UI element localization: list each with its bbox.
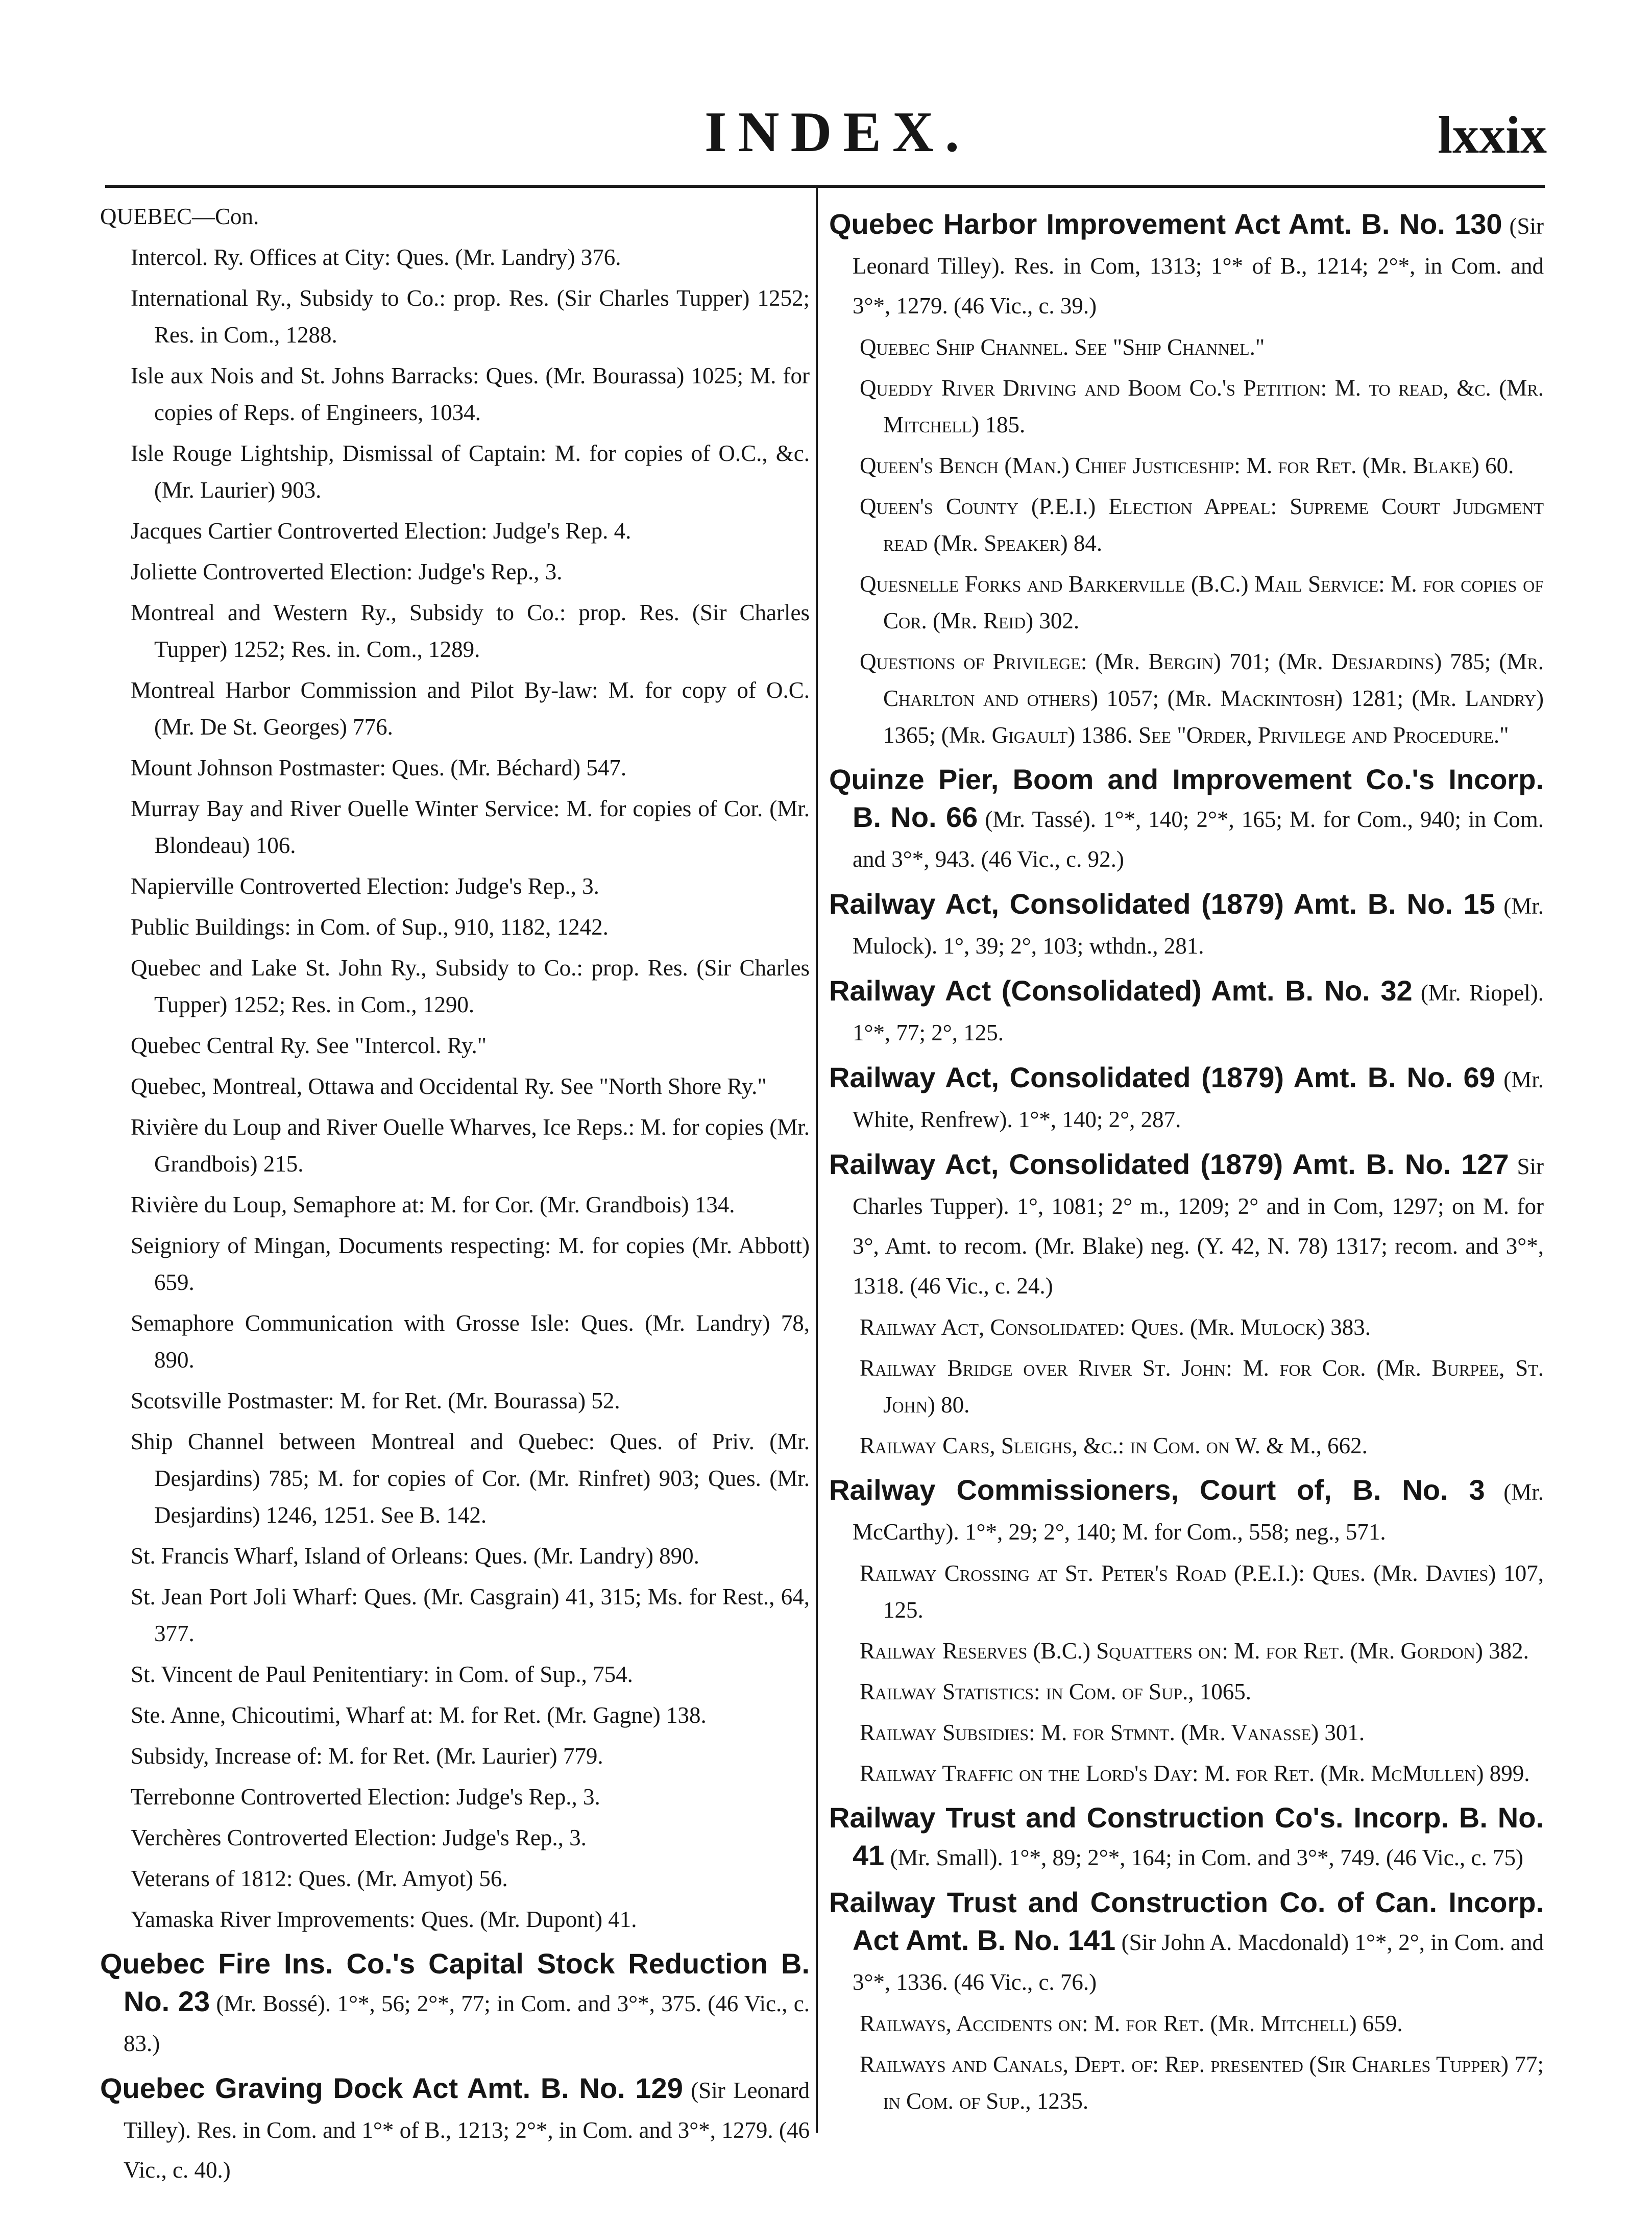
- index-entry: Rivière du Loup, Semaphore at: M. for Cor. (Mr. Grandbois) 134.: [131, 1192, 735, 1217]
- index-entry: Railway Act, Consolidated: Ques. (Mr. Mulock) 383.: [860, 1314, 1371, 1340]
- index-entry: Montreal and Western Ry., Subsidy to Co.: prop. Res. (Sir Charles Tupper) 1252; Res. in. Com., 1289.: [131, 600, 810, 662]
- index-entry: Veterans of 1812: Ques. (Mr. Amyot) 56.: [131, 1866, 508, 1891]
- index-entry: Semaphore Communication with Grosse Isle: Ques. (Mr. Landry) 78, 890.: [131, 1310, 810, 1373]
- entry-text: (Mr. McCarthy). 1°*, 29; 2°, 140; M. for Com., 558; neg., 571.: [853, 1479, 1544, 1545]
- index-entry: Terrebonne Controverted Election: Judge's Rep., 3.: [131, 1784, 600, 1810]
- entry-title: Railway Act, Consolidated (1879) Amt. B. No. 127: [829, 1148, 1509, 1180]
- index-entry: Seigniory of Mingan, Documents respecting: M. for copies (Mr. Abbott) 659.: [131, 1233, 810, 1295]
- index-heading-entry: [829, 1145, 1544, 1305]
- index-entry: Railways, Accidents on: M. for Ret. (Mr. Mitchell) 659.: [860, 2011, 1403, 2036]
- index-entry: Quesnelle Forks and Barkerville (B.C.) Mail Service: M. for copies of Cor. (Mr. Reid) 302.: [860, 571, 1544, 633]
- index-entry: Ship Channel between Montreal and Quebec: Ques. of Priv. (Mr. Desjardins) 785; M. for copies of Cor. (Mr. Rinfret) 903; Ques. (Mr. Desjardins) 1246, 1251. See B. 142.: [131, 1429, 810, 1528]
- entry-text: (Mr. Small). 1°*, 89; 2°*, 164; in Com. and 3°*, 749. (46 Vic., c. 75): [884, 1845, 1523, 1870]
- index-entry: Ste. Anne, Chicoutimi, Wharf at: M. for Ret. (Mr. Gagne) 138.: [131, 1702, 707, 1728]
- index-entry: Railway Traffic on the Lord's Day: M. for Ret. (Mr. McMullen) 899.: [860, 1761, 1530, 1786]
- index-entry: Questions of Privilege: (Mr. Bergin) 701; (Mr. Desjardins) 785; (Mr. Charlton and others) 1057; (Mr. Mackintosh) 1281; (Mr. Landry) 1365; (Mr. Gigault) 1386. See "Order, Privilege and Procedure.": [860, 649, 1544, 748]
- entry-title: Railway Act (Consolidated) Amt. B. No. 32: [829, 974, 1413, 1007]
- index-heading-entry: [829, 885, 1544, 965]
- right-column: [829, 198, 1544, 2124]
- index-heading-entry: [100, 2069, 810, 2189]
- index-heading-entry: [829, 1471, 1544, 1551]
- entry-text: (Mr. Riopel). 1°*, 77; 2°, 125.: [853, 980, 1544, 1045]
- entry-title: Quebec Graving Dock Act Amt. B. No. 129: [100, 2072, 683, 2104]
- index-entry: Yamaska River Improvements: Ques. (Mr. Dupont) 41.: [131, 1907, 637, 1932]
- index-entry: Montreal Harbor Commission and Pilot By-law: M. for copy of O.C. (Mr. De St. Georges) 776.: [131, 677, 810, 740]
- index-entry: Quebec Central Ry. See "Intercol. Ry.": [131, 1033, 487, 1058]
- index-title: INDEX.: [704, 101, 970, 164]
- index-entry: St. Francis Wharf, Island of Orleans: Ques. (Mr. Landry) 890.: [131, 1543, 699, 1569]
- index-heading-entry: [829, 972, 1544, 1052]
- entry-text: (Sir Leonard Tilley). Res. in Com. and 1°* of B., 1213; 2°*, in Com. and 3°*, 1279. (46 Vic., c. 40.): [124, 2078, 810, 2183]
- index-heading-entry: [829, 205, 1544, 325]
- index-entry: Quebec and Lake St. John Ry., Subsidy to Co.: prop. Res. (Sir Charles Tupper) 1252; Res. in Com., 1290.: [131, 955, 810, 1017]
- index-entry: Intercol. Ry. Offices at City: Ques. (Mr. Landry) 376.: [131, 245, 621, 270]
- index-entry: Napierville Controverted Election: Judge's Rep., 3.: [131, 873, 599, 899]
- index-entry: Isle Rouge Lightship, Dismissal of Captain: M. for copies of O.C., &c. (Mr. Laurier) 903.: [131, 441, 810, 503]
- index-entry: Jacques Cartier Controverted Election: Judge's Rep. 4.: [131, 518, 631, 544]
- index-entry: Quebec Ship Channel. See "Ship Channel.": [860, 334, 1265, 360]
- index-entry: Queddy River Driving and Boom Co.'s Petition: M. to read, &c. (Mr. Mitchell) 185.: [860, 375, 1544, 437]
- entry-text: (Mr. Mulock). 1°, 39; 2°, 103; wthdn., 281.: [853, 893, 1544, 959]
- entry-title: Railway Commissioners, Court of, B. No. 3: [829, 1474, 1485, 1506]
- index-entry: Public Buildings: in Com. of Sup., 910, 1182, 1242.: [131, 914, 609, 940]
- index-heading-entry: [829, 1884, 1544, 2001]
- entry-title: Quebec Fire Ins. Co.'s Capital Stock Reduction B. No. 23: [100, 1947, 810, 2017]
- entry-title: Railway Act, Consolidated (1879) Amt. B. No. 15: [829, 888, 1495, 920]
- index-heading-entry: [829, 1059, 1544, 1138]
- entry-text: (Mr. Tassé). 1°*, 140; 2°*, 165; M. for Com., 940; in Com. and 3°*, 943. (46 Vic., c. 92.): [853, 807, 1544, 872]
- index-entry: International Ry., Subsidy to Co.: prop. Res. (Sir Charles Tupper) 1252; Res. in Com., 1288.: [131, 285, 810, 348]
- entry-title: Quinze Pier, Boom and Improvement Co.'s Incorp. B. No. 66: [829, 763, 1544, 833]
- index-entry: Queen's Bench (Man.) Chief Justiceship: M. for Ret. (Mr. Blake) 60.: [860, 453, 1514, 478]
- index-entry: Joliette Controverted Election: Judge's Rep., 3.: [131, 559, 563, 584]
- entry-title: Railway Act, Consolidated (1879) Amt. B. No. 69: [829, 1061, 1495, 1093]
- index-entry: Railways and Canals, Dept. of: Rep. presented (Sir Charles Tupper) 77; in Com. of Sup., 1235.: [860, 2052, 1544, 2114]
- index-entry: Isle aux Nois and St. Johns Barracks: Ques. (Mr. Bourassa) 1025; M. for copies of Reps. of Engineers, 1034.: [131, 363, 810, 425]
- index-entry: QUEBEC—Con.: [100, 204, 259, 229]
- page-number: lxxix: [1438, 106, 1547, 164]
- page-header: [0, 0, 1652, 189]
- left-column: [100, 198, 810, 2193]
- header-rule: [105, 185, 1545, 188]
- index-entry: Railway Statistics: in Com. of Sup., 1065.: [860, 1679, 1251, 1704]
- index-entry: Railway Subsidies: M. for Stmnt. (Mr. Vanasse) 301.: [860, 1720, 1365, 1745]
- index-entry: St. Vincent de Paul Penitentiary: in Com. of Sup., 754.: [131, 1662, 633, 1687]
- index-entry: Murray Bay and River Ouelle Winter Service: M. for copies of Cor. (Mr. Blondeau) 106.: [131, 796, 810, 858]
- index-heading-entry: [829, 761, 1544, 878]
- index-entry: Rivière du Loup and River Ouelle Wharves, Ice Reps.: M. for copies (Mr. Grandbois) 215.: [131, 1114, 810, 1177]
- index-entry: Mount Johnson Postmaster: Ques. (Mr. Béchard) 547.: [131, 755, 627, 780]
- index-entry: Queen's County (P.E.I.) Election Appeal: Supreme Court Judgment read (Mr. Speaker) 84.: [860, 494, 1544, 556]
- index-entry: Verchères Controverted Election: Judge's Rep., 3.: [131, 1825, 587, 1850]
- entry-title: Railway Trust and Construction Co. of Can. Incorp. Act Amt. B. No. 141: [829, 1886, 1544, 1956]
- index-entry: Railway Reserves (B.C.) Squatters on: M. for Ret. (Mr. Gordon) 382.: [860, 1638, 1529, 1664]
- entry-text: (Mr. Bossé). 1°*, 56; 2°*, 77; in Com. and 3°*, 375. (46 Vic., c. 83.): [124, 1991, 810, 2056]
- index-entry: Subsidy, Increase of: M. for Ret. (Mr. Laurier) 779.: [131, 1743, 603, 1769]
- entry-text: (Mr. White, Renfrew). 1°*, 140; 2°, 287.: [853, 1067, 1544, 1132]
- index-entry: St. Jean Port Joli Wharf: Ques. (Mr. Casgrain) 41, 315; Ms. for Rest., 64, 377.: [131, 1584, 810, 1646]
- entry-text: (Sir John A. Macdonald) 1°*, 2°, in Com. and 3°*, 1336. (46 Vic., c. 76.): [853, 1930, 1544, 1995]
- index-entry: Railway Cars, Sleighs, &c.: in Com. on W. & M., 662.: [860, 1433, 1368, 1458]
- index-entry: Railway Bridge over River St. John: M. for Cor. (Mr. Burpee, St. John) 80.: [860, 1355, 1544, 1418]
- entry-text: Sir Charles Tupper). 1°, 1081; 2° m., 1209; 2° and in Com, 1297; on M. for 3°, Amt. to recom. (Mr. Blake) neg. (Y. 42, N. 78) 1317; recom. and 3°*, 1318. (46 Vic., c. 24.): [853, 1154, 1544, 1299]
- entry-title: Quebec Harbor Improvement Act Amt. B. No. 130: [829, 208, 1502, 240]
- entry-text: (Sir Leonard Tilley). Res. in Com, 1313; 1°* of B., 1214; 2°*, in Com. and 3°*, 1279. (46 Vic., c. 39.): [853, 213, 1544, 319]
- entry-title: Railway Trust and Construction Co's. Incorp. B. No. 41: [829, 1801, 1544, 1871]
- index-heading-entry: [829, 1799, 1544, 1876]
- index-entry: Scotsville Postmaster: M. for Ret. (Mr. Bourassa) 52.: [131, 1388, 620, 1413]
- index-heading-entry: [100, 1945, 810, 2062]
- index-entry: Quebec, Montreal, Ottawa and Occidental Ry. See "North Shore Ry.": [131, 1074, 767, 1099]
- column-divider: [816, 188, 818, 2133]
- index-entry: Railway Crossing at St. Peter's Road (P.E.I.): Ques. (Mr. Davies) 107, 125.: [860, 1560, 1544, 1623]
